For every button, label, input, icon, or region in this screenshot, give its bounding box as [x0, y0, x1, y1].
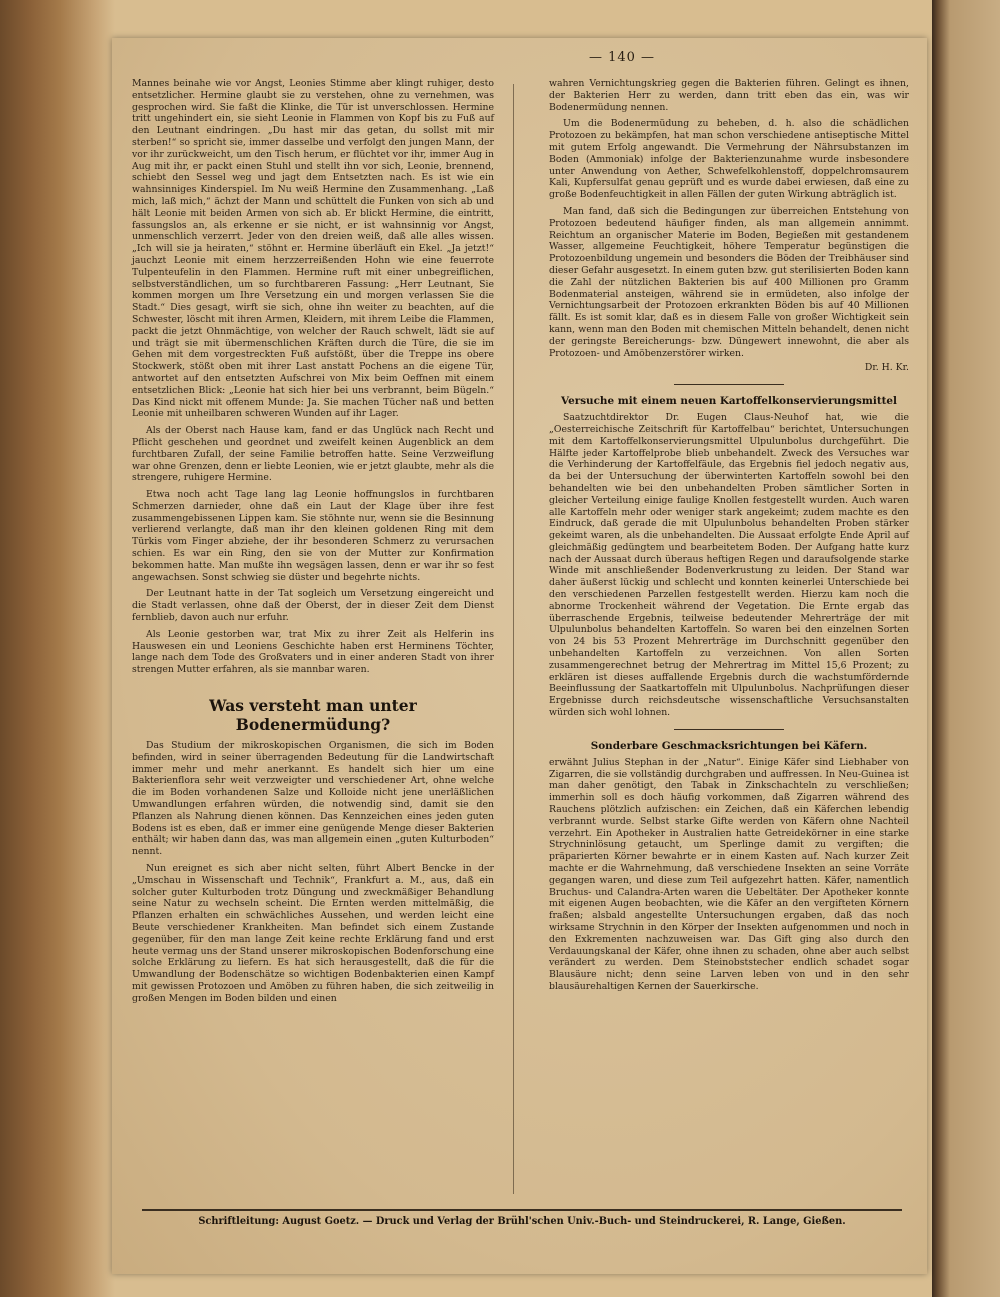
page-number: — 140 —	[588, 50, 656, 65]
article-paragraph: erwähnt Julius Stephan in der „Natur“. Einige Käfer sind Liebhaber von Zigarren, die sie vollständig durchgraben und auffressen. In Neu-Guinea ist man daher genötigt, den Tabak in Zinkschachteln zu verschließen; immerhin soll es doch häufig vorkommen, daß Zigarren während des Rauchens plötzlich aufzischen: ein Zeichen, daß ein Käferchen lebendig verbrannt wurde. Selbst starke Gifte werden von Käfern ohne Nachteil verzehrt. Ein Apotheker in Australien hatte Getreidekörner in eine starke Strychninlösung getaucht, um Sperlinge damit zu vergiften; die präparierten Körner bewahrte er in einem Kasten auf. Nach kurzer Zeit machte er die Wahrnehmung, daß verschiedene Insekten an seine Vorräte gegangen waren, und diese zum Teil aufgezehrt hatten. Käfer, namentlich Bruchus- und Calandra-Arten waren die Uebeltäter. Der Apotheker konnte mit eigenen Augen beobachten, wie die Käfer an den vergifteten Körnern fraßen; alsbald angestellte Untersuchungen ergaben, daß das noch wirksame Strychnin in den Körper der Insekten aufgenommen und noch in den Exkrementen nachzuweisen war. Das Gift ging also durch den Verdauungskanal der Käfer, ohne ihnen zu schaden, ohne aber auch selbst verändert zu werden. Dem Steinobststecher endlich schadet sogar Blausäure nicht; denn seine Larven leben von und in den sehr blausäurehaltigen Kernen der Sauerkirsche.	[549, 756, 909, 992]
column-divider	[513, 84, 514, 1194]
right-column	[549, 78, 909, 1198]
article-paragraph: Um die Bodenermüdung zu beheben, d. h. also die schädlichen Protozoen zu bekämpfen, hat man schon verschiedene antiseptische Mittel mit gutem Erfolg angewandt. Die Vermehrung der Nährsubstanzen im Boden (Ammoniak) infolge der Bakterienzunahme wurde insbesondere unter Anwendung von Aether, Schwefelkohlenstoff, doppelchromsaurem Kali, Kupfersulfat genau geprüft und es wurde dabei erwiesen, daß eine zu große Bodenfeuchtigkeit in allen Fällen der guten Wirkung abträglich ist.	[549, 118, 909, 201]
article-title-kaefer: Sonderbare Geschmacksrichtungen bei Käfern.	[590, 739, 868, 752]
facing-page-edge	[932, 0, 1000, 1297]
section-rule	[674, 729, 784, 730]
article-paragraph: wahren Vernichtungskrieg gegen die Bakterien führen. Gelingt es ihnen, der Bakterien Herr zu werden, dann tritt eben das ein, was wir Bodenermüdung nennen.	[549, 78, 909, 113]
article-paragraph: Nun ereignet es sich aber nicht selten, führt Albert Bencke in der „Umschau in Wissenschaft und Technik“, Frankfurt a. M., aus, daß ein solcher guter Kulturboden trotz Düngung und zweckmäßiger Behandlung seine Natur zu wechseln scheint. Die Ernten werden mittelmäßig, die Pflanzen erhalten ein schwächliches Aussehen, und werden leicht eine Beute verschiedener Krankheiten. Man befindet sich einem Zustande gegenüber, für den man lange Zeit keine rechte Erklärung fand und erst heute vermag uns der Stand unserer mikroskopischen Bodenforschung eine solche Erklärung zu liefern. Es hat sich herausgestellt, daß die für die Umwandlung der Bodenschätze so wichtigen Bodenbakterien einen Kampf mit gewissen Protozoen und Amöben zu führen haben, die sich zeitweilig in großen Mengen im Boden bilden und einen	[132, 863, 494, 1004]
story-paragraph: Mannes beinahe wie vor Angst, Leonies Stimme aber klingt ruhiger, desto entsetzlicher. Hermine glaubt sie zu verstehen, ohne zu vernehmen, was gesprochen wird. Sie faßt die Klinke, die Tür ist unverschlossen. Hermine tritt ungehindert ein, sie sieht Leonie in Flammen von Kopf bis zu Fuß auf den Leutnant eindringen. „Du hast mir das getan, du sollst mit mir sterben!“ so spricht sie, immer dasselbe und verfolgt den jungen Mann, der vor ihr zurückweicht, um den Tisch herum, er flüchtet vor ihr, immer Aug in Aug mit ihr, er packt einen Stuhl und stellt ihn vor sich, Leonie, brennend, schiebt den Sessel weg und jagt dem Entsetzten nach. Es ist wie ein wahnsinniges Kinderspiel. Im Nu weiß Hermine den Zusammenhang. „Laß mich, laß mich,“ ächzt der Mann und schüttelt die Funken von sich ab und hält Leonie mit beiden Armen von sich ab. Er blickt Hermine, die eintritt, fassungslos an, als erkenne er sie nicht, er ist wahnsinnig vor Angst, unmenschlich verzerrt. Jeder von den dreien weiß, daß alle alles wissen. „Ich will sie ja heiraten,“ stöhnt er. Hermine überläuft ein Ekel. „Ja jetzt!“ jauchzt Leonie mit einem herzzerreißenden Hohn wie eine feuerrote Tulpenteufelin in den Flammen. Hermine ruft mit einer unbegreiflichen, selbstverständlichen, um so furchtbareren Fassung: „Herr Leutnant, Sie kommen morgen um Ihre Versetzung ein und morgen verlassen Sie die Stadt.“ Dies gesagt, wirft sie sich, ohne ihn weiter zu beachten, auf die Schwester, löscht mit ihren Armen, Kleidern, mit ihrem Leibe die Flammen, packt die jetzt Ohnmächtige, von welcher der Rauch schwelt, lädt sie auf und trägt sie mit übermenschlichen Kräften durch die Türe, die sie im Gehen mit dem vorgestreckten Fuß aufstößt, über die Treppe ins obere Stockwerk, stößt oben mit ihrer Last anstatt Pochens an die eigene Tür, antwortet auf den entsetzten Aufschrei von Mix beim Oeffnen mit einem entsetzlichen Blick: „Leonie hat sich hier bei uns verbrannt, beim Bügeln.“ Das Kind nickt mit offenem Munde: Ja. Sie machen Tücher naß und betten Leonie mit unheilbaren schweren Wunden auf ihr Lager.	[132, 78, 494, 420]
story-paragraph: Als der Oberst nach Hause kam, fand er das Unglück nach Recht und Pflicht geschehen und geordnet und zweifelt keinen Augenblick an dem furchtbaren Zufall, der seine Familie betroffen hatte. Seine Verzweiflung war ohne Grenzen, denn er liebte Leonien, wie er jetzt glaubte, mehr als die strengere, ruhigere Hermine.	[132, 425, 494, 484]
section-rule	[674, 384, 784, 385]
article-signature: Dr. H. Kr.	[864, 362, 909, 374]
story-paragraph: Der Leutnant hatte in der Tat sogleich um Versetzung eingereicht und die Stadt verlassen, ohne daß der Oberst, der in dieser Zeit dem Dienst fernblieb, davon auch nur erfuhr.	[132, 588, 494, 624]
imprint-footer: Schriftleitung: August Goetz. — Druck und Verlag der Brühl'schen Univ.-Buch- und Steindruckerei, R. Lange, Gießen.	[142, 1209, 902, 1227]
article-paragraph: Saatzuchtdirektor Dr. Eugen Claus-Neuhof hat, wie die „Oesterreichische Zeitschrift für Kartoffelbau“ berichtet, Untersuchungen mit dem Kartoffelkonservierungsmittel Ulpulunbolus durchgeführt. Die Hälfte jeder Kartoffelprobe blieb unbehandelt. Zweck des Versuches war die Verhinderung der Kartoffelfäule, das Ergebnis fiel jedoch negativ aus, da bei der Untersuchung der überwinterten Kartoffeln sowohl bei den behandelten wie bei den unbehandelten Proben sämtlicher Sorten in gleicher Verteilung einige faulige Knollen festgestellt wurden. Auch waren alle Kartoffeln mehr oder weniger stark angekeimt; zudem machte es den Eindruck, daß gerade die mit Ulpulunbolus behandelten Proben stärker gekeimt waren, als die unbehandelten. Die Aussaat erfolgte Ende April auf gleichmäßig gedüngtem und bearbeitetem Boden. Der Aufgang hatte kurz nach der Aussaat durch überaus heftigen Regen und daraufsolgende starke Winde mit anschließender Bodenverkrustung zu leiden. Der Stand war daher äußerst lückig und schlecht und konnten keinerlei Unterschiede bei den verschiedenen Parzellen festgestellt werden. Hierzu kam noch die abnorme Trockenheit während der Vegetation. Die Ernte ergab das überraschende Ergebnis, teilweise bedeutender Mehrerträge der mit Ulpulunbolus behandelten Kartoffeln. So waren bei den einzelnen Sorten von 24 bis 53 Prozent Mehrerträge im Durchschnitt gegenüber den unbehandelten Kartoffeln zu verzeichnen. Von allen Sorten zusammengerechnet betrug der Mehrertrag im Mittel 15,6 Prozent; zu erklären ist dieses auffallende Ergebnis durch die wachstumfördernde Beeinflussung der Saatkartoffeln mit Ulpulunbolus. Nachprüfungen dieser Ergebnisse durch reichsdeutsche wissenschaftliche Versuchsanstalten würden sich wohl lohnen.	[549, 412, 909, 719]
left-column	[132, 78, 494, 1198]
newspaper-page	[112, 38, 927, 1274]
article-title-bodenermuedung: Was versteht man unter Bodenermüdung?	[209, 696, 417, 735]
article-paragraph: Das Studium der mikroskopischen Organismen, die sich im Boden befinden, wird in seiner überragenden Bedeutung für die Landwirtschaft immer mehr und mehr anerkannt. Es handelt sich hier um eine Bakterienflora sehr weit verzweigter und verschiedener Art, ohne welche die im Boden vorhandenen Salze und Kolloide nicht jene unerläßlichen Umwandlungen erfahren würden, die notwendig sind, damit sie den Pflanzen als Nahrung dienen können. Das Kennzeichen eines jeden guten Bodens ist es eben, daß er immer eine genügende Menge dieser Bakterien enthält; wir haben dann das, was man allgemein einen „guten Kulturboden“ nennt.	[132, 740, 494, 858]
article-title-kartoffel: Versuche mit einem neuen Kartoffelkonservierungsmittel	[561, 395, 897, 408]
article-paragraph: Man fand, daß sich die Bedingungen zur überreichen Entstehung von Protozoen bedeutend häufiger finden, als man allgemein annimmt. Reichtum an organischer Materie im Boden, Begießen mit gestandenem Wasser, allgemeine Feuchtigkeit, höhere Temperatur begünstigen die Protozoenbildung ungemein und besonders die Böden der Treibhäuser sind dieser Gefahr ausgesetzt. In einem guten bzw. gut sterilisierten Boden kann die Zahl der nützlichen Bakterien bis auf 400 Millionen pro Gramm Bodenmaterial ansteigen, während sie in ermüdeten, also infolge der Vernichtungsarbeit der Protozoen erkrankten Böden bis auf 40 Millionen fällt. Es ist somit klar, daß es in diesem Falle von großer Wichtigkeit sein kann, wenn man den Boden mit chemischen Mitteln behandelt, denen nicht der geringste Bereicherungs- bzw. Düngewert innewohnt, die aber als Protozoen- und Amöbenzerstörer wirken.	[549, 205, 909, 359]
story-paragraph: Etwa noch acht Tage lang lag Leonie hoffnungslos in furchtbaren Schmerzen darnieder, ohne daß ein Laut der Klage über ihre fest zusammengebissenen Lippen kam. Sie stöhnte nur, wenn sie die Besinnung verlierend verlangte, daß man ihr den kleinen goldenen Ring mit dem Türkis vom Finger abziehe, der ihr besonderen Schmerz zu verursachen schien. Es war ein Ring, den sie von der Mutter zur Konfirmation bekommen hatte. Man mußte ihn wegsägen lassen, denn er war ihr so fest angewachsen. Sonst schwieg sie düster und begehrte nichts.	[132, 489, 494, 583]
story-paragraph: Als Leonie gestorben war, trat Mix zu ihrer Zeit als Helferin ins Hauswesen ein und Leoniens Geschichte haben erst Herminens Töchter, lange nach dem Tode des Großvaters und in einer anderen Stadt von ihrer strengen Mutter erfahren, als sie mannbar waren.	[132, 628, 494, 676]
